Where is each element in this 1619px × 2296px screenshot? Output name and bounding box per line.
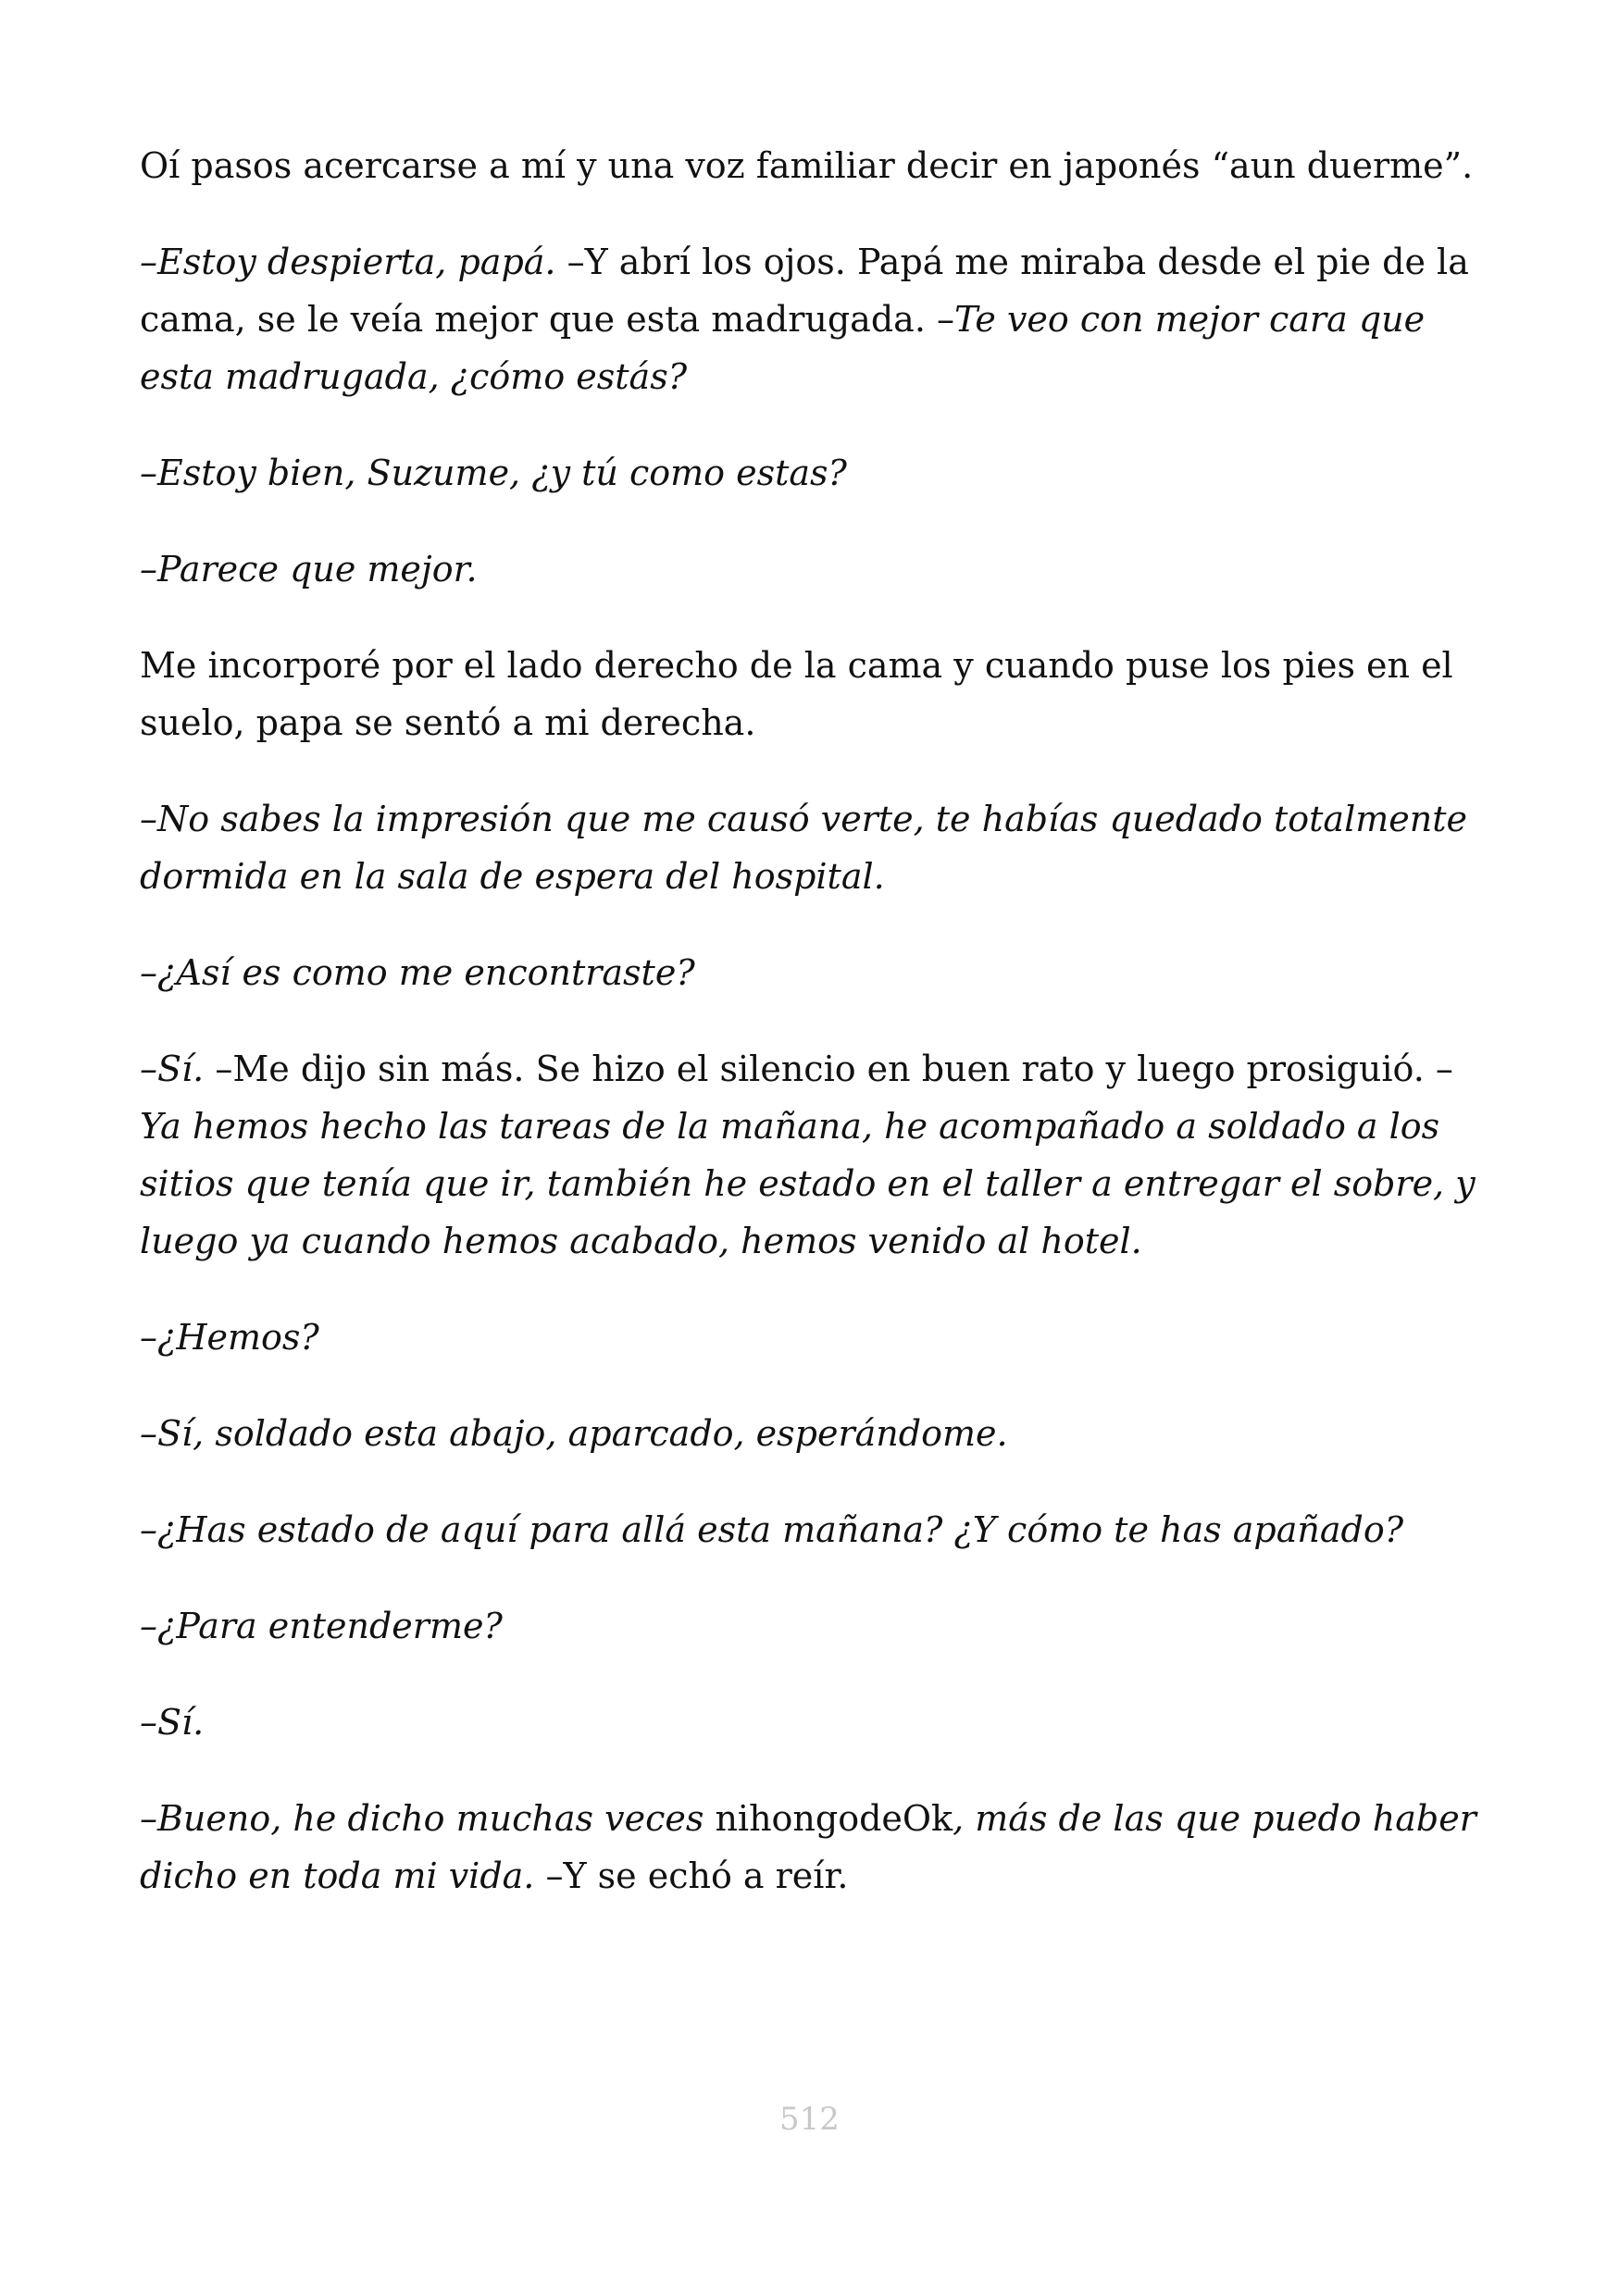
italic-run: –Estoy bien, Suzume, ¿y tú como estas? [140,453,847,493]
italic-run: , más de las que puedo haber dicho en toda mi vida. [140,1798,1476,1896]
paragraph [140,1597,1482,1655]
italic-run: –Bueno, he dicho muchas veces [140,1798,716,1839]
italic-run: –Sí, soldado esta abajo, aparcado, esperándome. [140,1413,1008,1454]
paragraph [140,1790,1482,1905]
italic-run: Te veo con mejor cara que esta madrugada, ¿cómo estás? [140,299,1426,397]
body-text [140,137,1482,1943]
text-run: –Y abrí los ojos. Papá me miraba desde el pie de la cama, se le veía mejor que esta madrugada. – [140,242,1469,340]
italic-run: –¿Has estado de aquí para allá esta mañana? ¿Y cómo te has apañado? [140,1509,1404,1550]
text-run: –Y se echó a reír. [534,1855,849,1896]
italic-run: –¿Así es como me encontraste? [140,952,695,993]
italic-run: –¿Para entenderme? [140,1606,503,1646]
paragraph [140,540,1482,598]
italic-run: –Estoy despierta, papá. [140,242,556,282]
italic-run: Ya hemos hecho las tareas de la mañana, he acompañado a soldado a los sitios que tenía que ir, también he estado en el taller a entregar el sobre, y luego ya cuando hemos acabado, hemos venido al hotel. [140,1106,1476,1261]
text-run: Oí pasos acercarse a mí y una voz familiar decir en japonés “aun duerme”. [140,145,1474,186]
paragraph [140,637,1482,751]
paragraph [140,1501,1482,1558]
paragraph [140,1309,1482,1366]
text-run: –Me dijo sin más. Se hizo el silencio en buen rato y luego prosiguió. – [204,1049,1453,1089]
paragraph [140,1405,1482,1462]
italic-run: –Sí. [140,1702,205,1743]
paragraph [140,1040,1482,1270]
italic-run: –No sabes la impresión que me causó verte, te habías quedado totalmente dormida en la sala de espera del hospital. [140,799,1467,897]
paragraph [140,1694,1482,1751]
italic-run: –Sí. [140,1049,205,1089]
page-number: 512 [779,2101,840,2138]
text-run: nihongodeOk [715,1798,953,1839]
paragraph [140,233,1482,405]
text-run: Me incorporé por el lado derecho de la cama y cuando puse los pies en el suelo, papa se sentó a mi derecha. [140,645,1453,743]
paragraph [140,944,1482,1001]
paragraph [140,137,1482,194]
italic-run: –¿Hemos? [140,1317,319,1358]
paragraph [140,790,1482,905]
italic-run: –Parece que mejor. [140,549,478,590]
paragraph [140,444,1482,502]
